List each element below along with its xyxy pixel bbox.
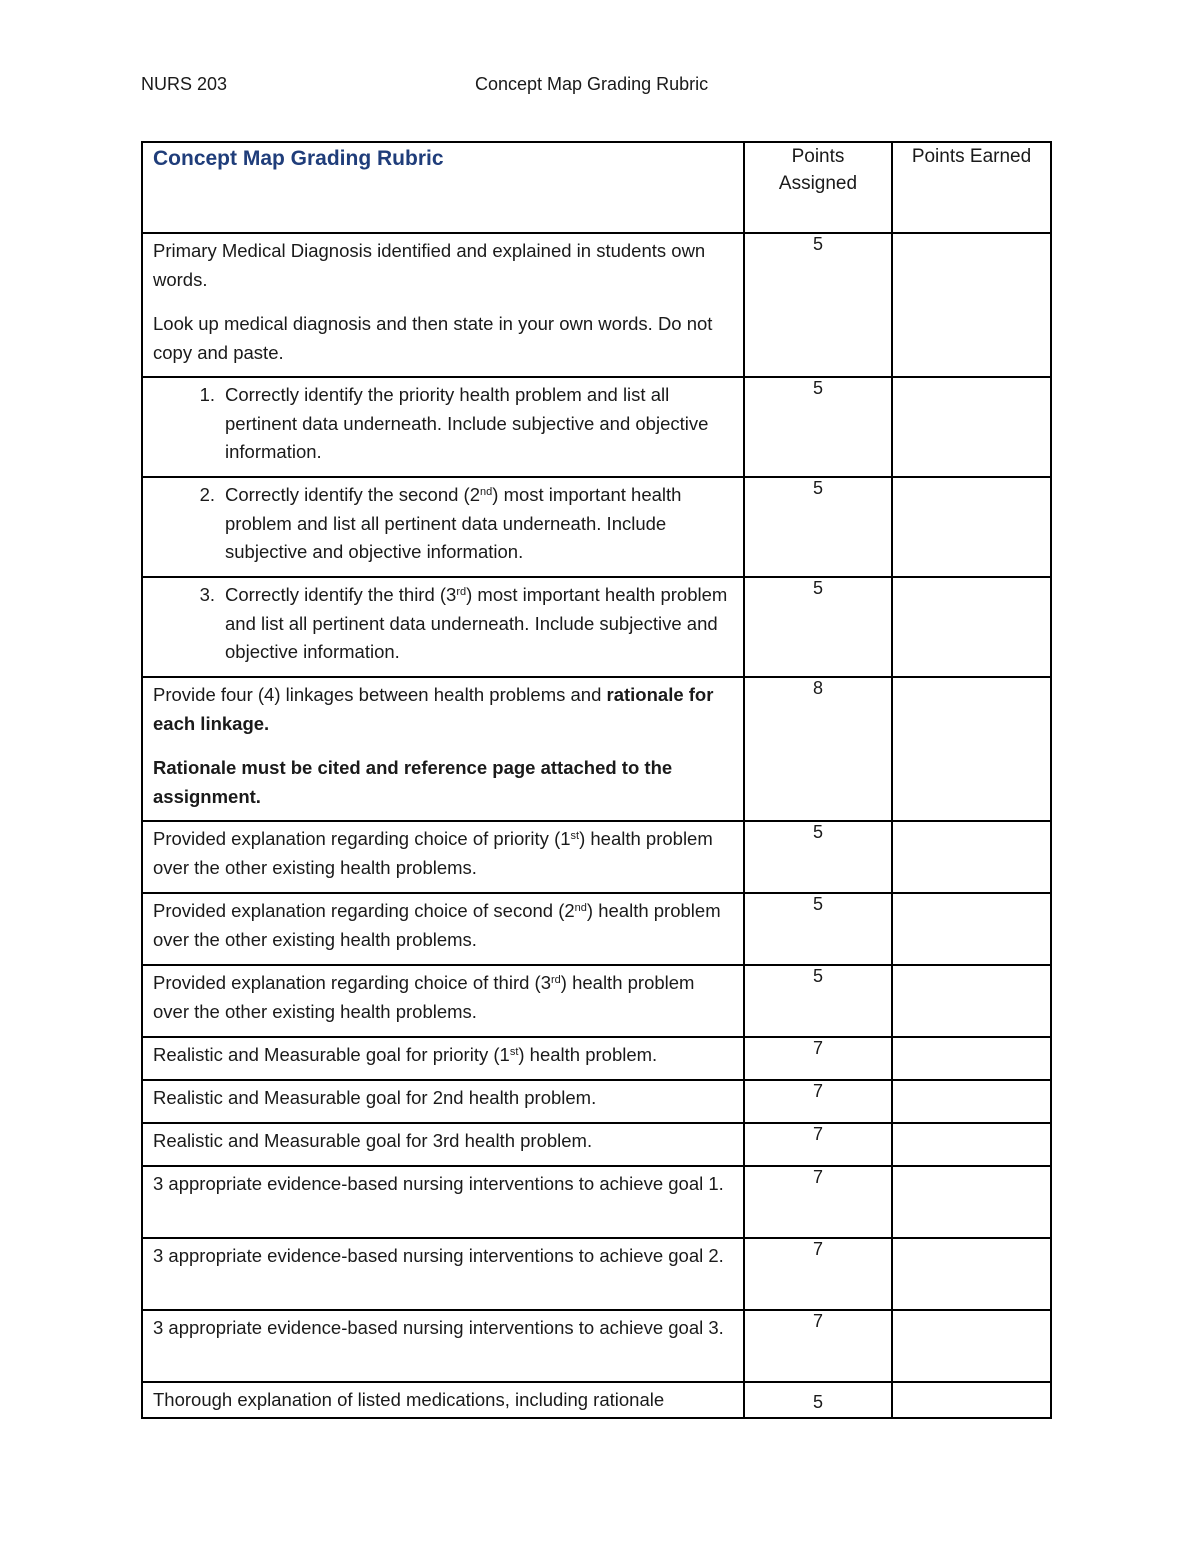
criteria-cell: Primary Medical Diagnosis identified and explained in students own words. Look up medical diagnosis and then state in your own words. Do not copy and paste. (142, 233, 744, 377)
table-row (142, 1123, 1051, 1166)
criteria-cell: Provided explanation regarding choice of second (2nd) health problem over the other existing health problems. (142, 893, 744, 965)
table-row (142, 1238, 1051, 1310)
header-points-earned: Points Earned (892, 142, 1051, 233)
points-assigned: 7 (744, 1080, 892, 1123)
points-earned-cell[interactable] (892, 577, 1051, 677)
page-header-title: Concept Map Grading Rubric (475, 74, 709, 94)
table-row (142, 377, 1051, 477)
course-code: NURS 203 (141, 74, 228, 94)
points-assigned: 7 (744, 1238, 892, 1310)
points-assigned: 5 (744, 577, 892, 677)
points-assigned: 5 (744, 893, 892, 965)
criteria-cell: 1. Correctly identify the priority health problem and list all pertinent data underneath. Include subjective and objective information. (142, 377, 744, 477)
list-number: 2. (199, 484, 215, 505)
points-assigned: 5 (744, 821, 892, 893)
points-earned-cell[interactable] (892, 1382, 1051, 1418)
criteria-cell: 3. Correctly identify the third (3rd) most important health problem and list all pertinent data underneath. Include subjective and objective information. (142, 577, 744, 677)
points-earned-cell[interactable] (892, 1123, 1051, 1166)
criteria-cell: Realistic and Measurable goal for 3rd health problem. (142, 1123, 744, 1166)
table-row (142, 677, 1051, 821)
points-assigned: 7 (744, 1123, 892, 1166)
table-row (142, 1080, 1051, 1123)
grading-rubric-table (141, 141, 1052, 1419)
table-title: Concept Map Grading Rubric (153, 147, 444, 170)
criteria-cell: 2. Correctly identify the second (2nd) most important health problem and list all pertinent data underneath. Include subjective and objective information. (142, 477, 744, 577)
header-criteria-cell (142, 142, 744, 233)
criteria-cell: Realistic and Measurable goal for priority (1st) health problem. (142, 1037, 744, 1080)
table-header-row (142, 142, 1051, 233)
criteria-cell: 3 appropriate evidence-based nursing interventions to achieve goal 3. (142, 1310, 744, 1382)
points-earned-cell[interactable] (892, 893, 1051, 965)
list-number: 1. (199, 384, 215, 405)
criteria-cell: 3 appropriate evidence-based nursing interventions to achieve goal 1. (142, 1166, 744, 1238)
table-row (142, 1037, 1051, 1080)
points-assigned: 7 (744, 1310, 892, 1382)
points-earned-cell[interactable] (892, 1166, 1051, 1238)
criteria-cell: Provided explanation regarding choice of third (3rd) health problem over the other existing health problems. (142, 965, 744, 1037)
table-row (142, 893, 1051, 965)
points-earned-cell[interactable] (892, 1238, 1051, 1310)
points-earned-cell[interactable] (892, 233, 1051, 377)
points-earned-cell[interactable] (892, 377, 1051, 477)
points-earned-cell[interactable] (892, 965, 1051, 1037)
table-row (142, 477, 1051, 577)
table-row (142, 233, 1051, 377)
points-earned-cell[interactable] (892, 821, 1051, 893)
criteria-cell: Provided explanation regarding choice of priority (1st) health problem over the other existing health problems. (142, 821, 744, 893)
points-assigned: 5 (744, 377, 892, 477)
points-assigned: 7 (744, 1166, 892, 1238)
list-number: 3. (199, 584, 215, 605)
points-earned-cell[interactable] (892, 677, 1051, 821)
points-assigned: 8 (744, 677, 892, 821)
points-earned-cell[interactable] (892, 1310, 1051, 1382)
points-assigned: 5 (744, 965, 892, 1037)
table-row (142, 1310, 1051, 1382)
points-assigned: 5 (744, 477, 892, 577)
points-assigned: 7 (744, 1037, 892, 1080)
points-assigned: 5 (744, 233, 892, 377)
criteria-cell: 3 appropriate evidence-based nursing interventions to achieve goal 2. (142, 1238, 744, 1310)
header-points-assigned: Points Assigned (744, 142, 892, 233)
criteria-cell: Thorough explanation of listed medications, including rationale (142, 1382, 744, 1418)
table-row (142, 821, 1051, 893)
points-earned-cell[interactable] (892, 1037, 1051, 1080)
table-row (142, 965, 1051, 1037)
table-row (142, 1382, 1051, 1418)
table-row (142, 577, 1051, 677)
criteria-cell: Realistic and Measurable goal for 2nd health problem. (142, 1080, 744, 1123)
points-assigned: 5 (744, 1382, 892, 1418)
points-earned-cell[interactable] (892, 1080, 1051, 1123)
table-row (142, 1166, 1051, 1238)
criteria-cell: Provide four (4) linkages between health problems and rationale for each linkage. Rationale must be cited and reference page attached to the assignment. (142, 677, 744, 821)
points-earned-cell[interactable] (892, 477, 1051, 577)
